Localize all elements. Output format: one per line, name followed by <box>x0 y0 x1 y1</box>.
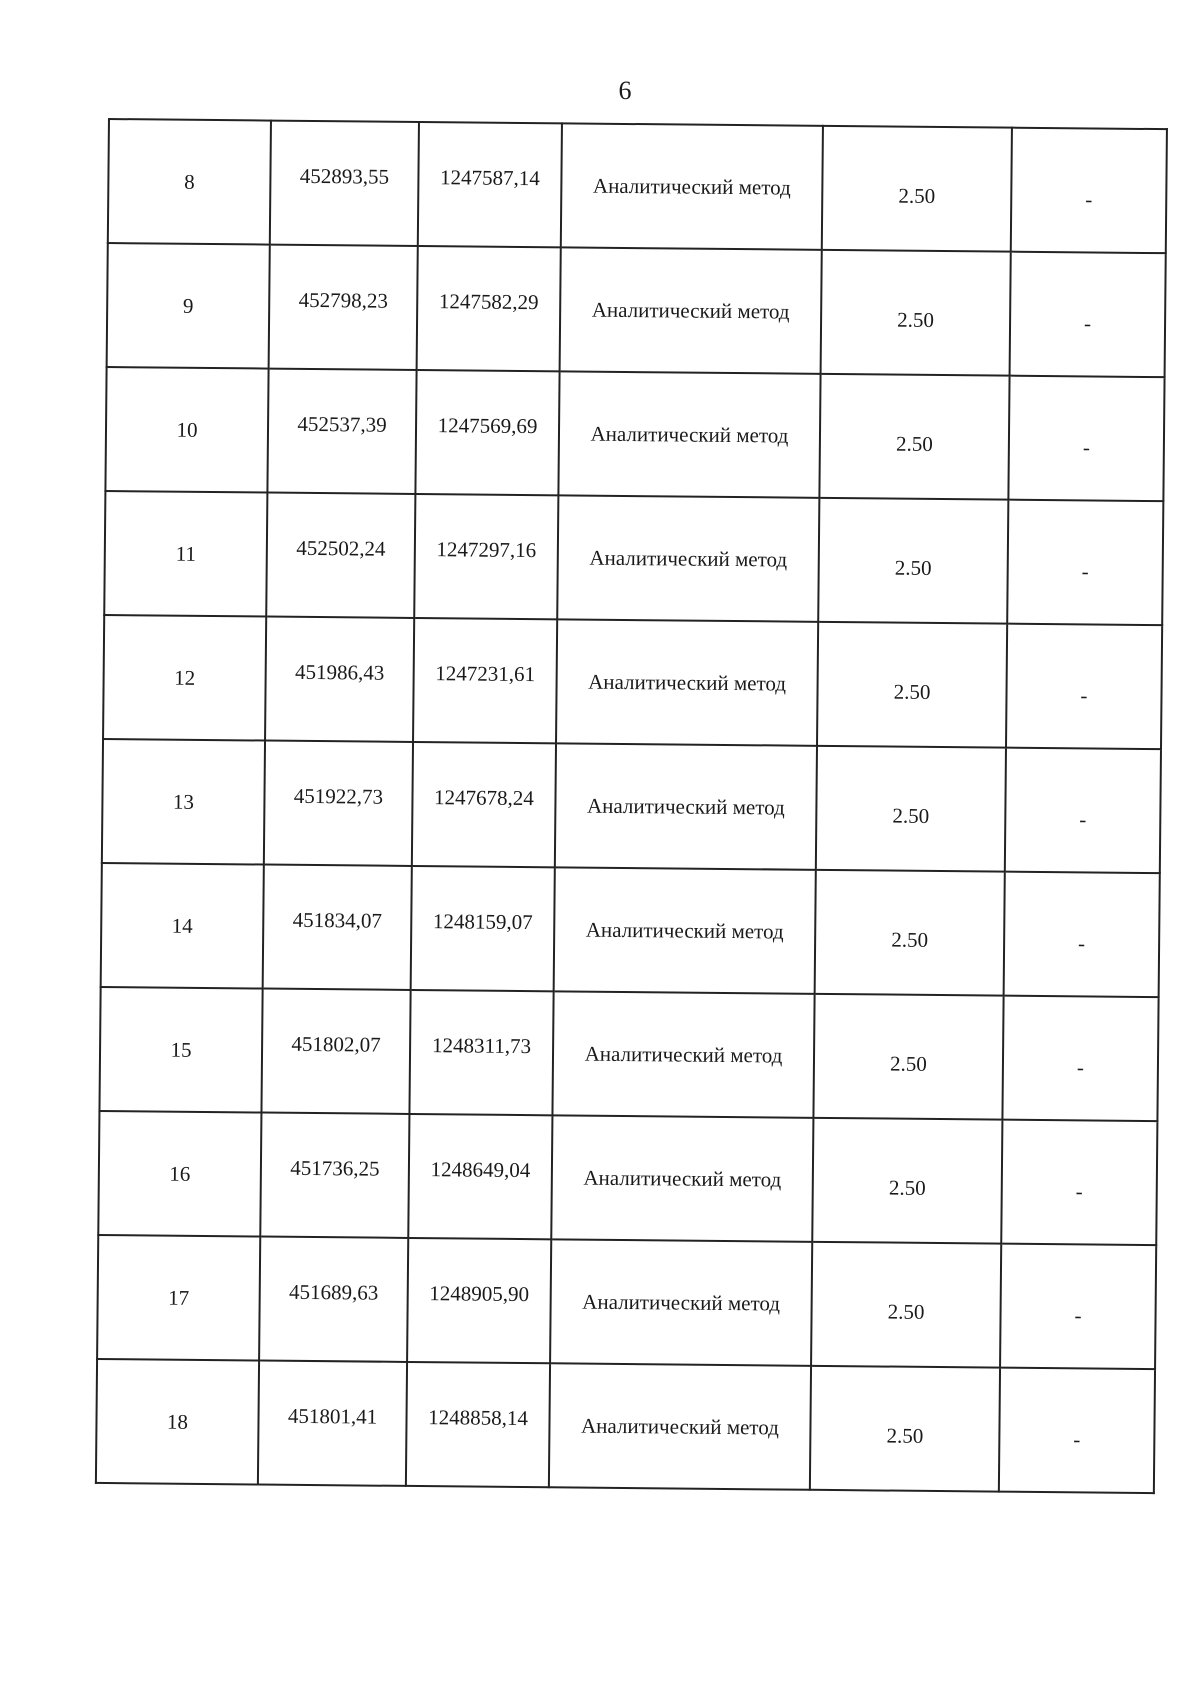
coordinates-table <box>95 118 1168 1494</box>
table-row <box>103 615 1162 749</box>
point-number-cell: 15 <box>99 987 262 1113</box>
table-body <box>96 119 1167 1493</box>
extra-cell: - <box>1004 872 1160 997</box>
accuracy-cell: 2.50 <box>817 622 1007 748</box>
x-coordinate-cell: 451834,07 <box>263 865 412 990</box>
extra-cell: - <box>1001 1120 1157 1245</box>
point-number-cell: 11 <box>104 491 267 617</box>
method-cell: Аналитический метод <box>551 1115 813 1241</box>
point-number-cell: 10 <box>105 367 268 493</box>
method-cell: Аналитический метод <box>555 743 817 869</box>
x-coordinate-cell: 451801,41 <box>258 1361 407 1486</box>
table-row <box>104 491 1163 625</box>
point-number-cell: 13 <box>102 739 265 865</box>
accuracy-cell: 2.50 <box>811 1242 1001 1368</box>
method-cell: Аналитический метод <box>557 495 819 621</box>
extra-cell: - <box>1010 252 1166 377</box>
x-coordinate-cell: 452893,55 <box>270 121 419 246</box>
page-number: 6 <box>618 76 632 105</box>
y-coordinate-cell: 1248905,90 <box>407 1238 551 1363</box>
method-cell: Аналитический метод <box>558 371 820 497</box>
point-number-cell: 8 <box>108 119 271 245</box>
accuracy-cell: 2.50 <box>810 1366 1000 1492</box>
y-coordinate-cell: 1247582,29 <box>417 246 561 371</box>
accuracy-cell: 2.50 <box>818 498 1008 624</box>
extra-cell: - <box>1000 1244 1156 1369</box>
x-coordinate-cell: 451802,07 <box>261 989 410 1114</box>
extra-cell: - <box>999 1368 1155 1493</box>
table-row <box>98 1111 1157 1245</box>
method-cell: Аналитический метод <box>552 991 814 1117</box>
y-coordinate-cell: 1248649,04 <box>408 1114 552 1239</box>
x-coordinate-cell: 451689,63 <box>259 1237 408 1362</box>
table-row <box>101 863 1160 997</box>
method-cell: Аналитический метод <box>556 619 818 745</box>
point-number-cell: 12 <box>103 615 266 741</box>
extra-cell: - <box>1002 996 1158 1121</box>
accuracy-cell: 2.50 <box>821 250 1011 376</box>
table-row <box>105 367 1164 501</box>
extra-cell: - <box>1008 376 1164 501</box>
method-cell: Аналитический метод <box>554 867 816 993</box>
y-coordinate-cell: 1247678,24 <box>412 742 556 867</box>
y-coordinate-cell: 1248311,73 <box>409 990 553 1115</box>
y-coordinate-cell: 1248159,07 <box>411 866 555 991</box>
method-cell: Аналитический метод <box>560 247 822 373</box>
y-coordinate-cell: 1248858,14 <box>406 1362 550 1487</box>
x-coordinate-cell: 451922,73 <box>264 741 413 866</box>
table-row <box>99 987 1158 1121</box>
accuracy-cell: 2.50 <box>819 374 1009 500</box>
point-number-cell: 18 <box>96 1359 259 1485</box>
table-row <box>108 119 1167 253</box>
x-coordinate-cell: 451736,25 <box>260 1113 409 1238</box>
accuracy-cell: 2.50 <box>815 870 1005 996</box>
x-coordinate-cell: 452537,39 <box>267 369 416 494</box>
table-row <box>102 739 1161 873</box>
method-cell: Аналитический метод <box>561 123 823 249</box>
extra-cell: - <box>1011 128 1167 253</box>
y-coordinate-cell: 1247297,16 <box>414 494 558 619</box>
x-coordinate-cell: 452502,24 <box>266 493 415 618</box>
point-number-cell: 17 <box>97 1235 260 1361</box>
y-coordinate-cell: 1247231,61 <box>413 618 557 743</box>
table-row <box>107 243 1166 377</box>
method-cell: Аналитический метод <box>550 1239 812 1365</box>
accuracy-cell: 2.50 <box>813 994 1003 1120</box>
y-coordinate-cell: 1247569,69 <box>415 370 559 495</box>
table-row <box>96 1359 1155 1493</box>
extra-cell: - <box>1007 500 1163 625</box>
extra-cell: - <box>1005 748 1161 873</box>
point-number-cell: 9 <box>107 243 270 369</box>
table-row <box>97 1235 1156 1369</box>
y-coordinate-cell: 1247587,14 <box>418 122 562 247</box>
point-number-cell: 16 <box>98 1111 261 1237</box>
extra-cell: - <box>1006 624 1162 749</box>
x-coordinate-cell: 451986,43 <box>265 617 414 742</box>
point-number-cell: 14 <box>101 863 264 989</box>
x-coordinate-cell: 452798,23 <box>269 245 418 370</box>
accuracy-cell: 2.50 <box>822 126 1012 252</box>
coordinates-table-wrapper <box>95 118 1166 1494</box>
accuracy-cell: 2.50 <box>816 746 1006 872</box>
accuracy-cell: 2.50 <box>812 1118 1002 1244</box>
method-cell: Аналитический метод <box>549 1363 811 1489</box>
